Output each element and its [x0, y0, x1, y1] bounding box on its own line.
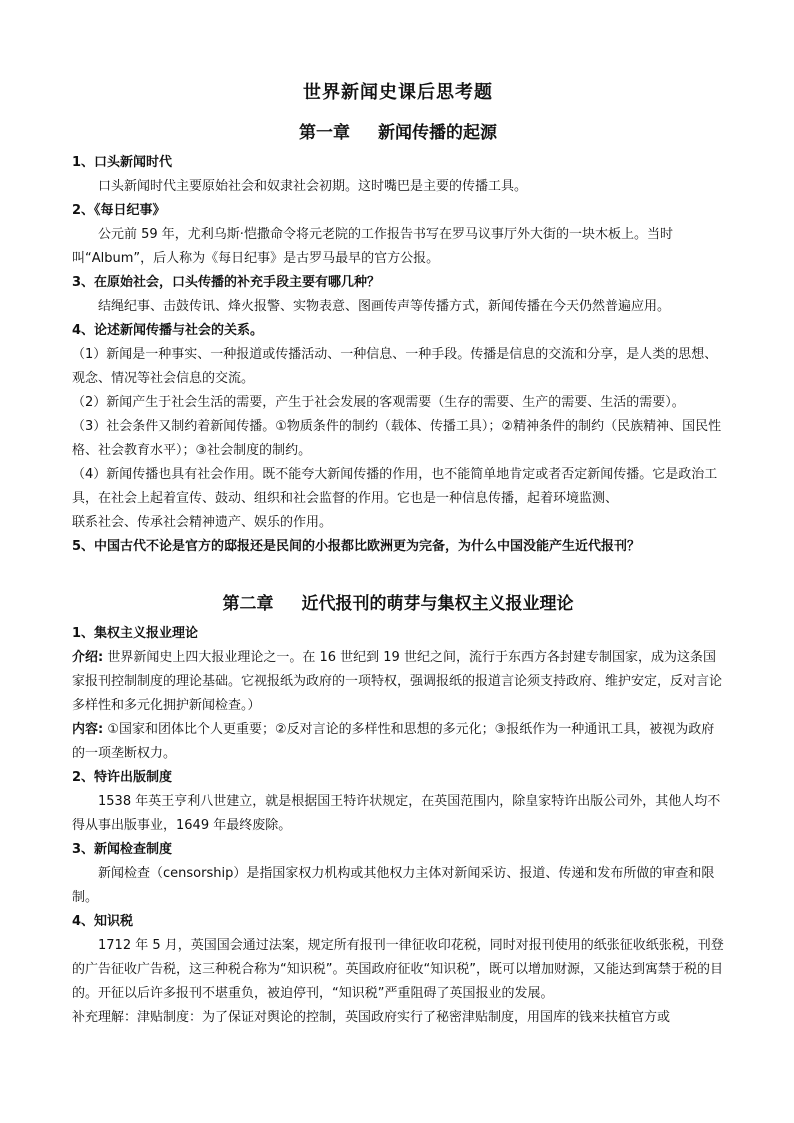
- chapter-2-name: 近代报刊的萌芽与集权主义报业理论: [301, 594, 574, 614]
- ch1-q4-heading: 4、论述新闻传播与社会的关系。: [72, 323, 264, 338]
- ch1-q4-point-1: （1）新闻是一种事实、一种报道或传播活动、一种信息、一种手段。传播是信息的交流和分享，是人类的思想、观念、情况等社会信息的交流。: [72, 347, 718, 386]
- ch1-q4-point-4: （4）新闻传播也具有社会作用。既不能夸大新闻传播的作用，也不能简单地肯定或者否定新闻传播。它是政治工具，在社会上起着宣传、鼓动、组织和社会监督的作用。它也是一种信息传播，起着环境监测、: [72, 467, 718, 506]
- ch2-q2-heading: 2、特许出版制度: [72, 770, 173, 785]
- content-label: 内容:: [72, 722, 104, 737]
- ch1-q1-text: 口头新闻时代主要原始社会和奴隶社会初期。这时嘴巴是主要的传播工具。: [98, 179, 528, 194]
- ch1-q2-text: 公元前 59 年，尤利乌斯·恺撒命令将元老院的工作报告书写在罗马议事厅外大街的一块木板上。当时叫“Album”，后人称为《每日纪事》是古罗马最早的官方公报。: [72, 227, 673, 266]
- ch2-q4-text: 1712 年 5 月，英国国会通过法案，规定所有报刊一律征收印花税，同时对报刊使用的纸张征收纸张税，刊登的广告征收广告税，这三种税合称为“知识税”。英国政府征收“知识税”，既可以增加财源，又能达到寓禁于税的目的。开征以后许多报刊不堪重负，被迫停刊，“知识税”严重阻碍了英国报业的发展。: [72, 938, 724, 1001]
- ch1-q4-point-4-cont: 联系社会、传承社会精神遗产、娱乐的作用。: [72, 515, 333, 530]
- chapter-1-number: 第一章: [299, 123, 350, 143]
- ch2-q1-heading: 1、集权主义报业理论: [72, 626, 199, 641]
- ch1-q5-heading: 5、中国古代不论是官方的邸报还是民间的小报都比欧洲更为完备，为什么中国没能产生近代报刊？: [72, 539, 641, 554]
- chapter-2-number: 第二章: [222, 594, 274, 614]
- ch2-q4-heading: 4、知识税: [72, 914, 134, 929]
- intro-text: 世界新闻史上四大报业理论之一。在 16 世纪到 19 世纪之间，流行于东西方各封建专制国家，成为这条国家报刊控制制度的理论基础。它视报纸为政府的一项特权，强调报纸的报道言论须支持政府、维护安定，反对言论多样性和多元化拥护新闻检查。）: [72, 650, 723, 713]
- chapter-1-name: 新闻传播的起源: [378, 123, 497, 143]
- ch1-q1-heading: 1、口头新闻时代: [72, 155, 173, 170]
- ch2-q1-intro: [72, 646, 724, 718]
- content-text: ①国家和团体比个人更重要；②反对言论的多样性和思想的多元化；③报纸作为一种通讯工具，被视为政府的一项垄断权力。: [72, 722, 715, 761]
- ch1-q4-point-3: （3）社会条件又制约着新闻传播。①物质条件的制约（载体、传播工具）；②精神条件的制约（民族精神、国民性格、社会教育水平）；③社会制度的制约。: [72, 419, 722, 458]
- ch1-q3-heading: 3、在原始社会，口头传播的补充手段主要有哪几种？: [72, 275, 381, 290]
- chapter-1-heading: [72, 118, 724, 143]
- ch2-q2-text: 1538 年英王亨利八世建立，就是根据国王特许状规定，在英国范围内，除皇家特许出版公司外，其他人均不得从事出版事业，1649 年最终废除。: [72, 794, 721, 833]
- intro-label: 介绍:: [72, 650, 104, 665]
- ch2-q3-text: 新闻检查（censorship）是指国家权力机构或其他权力主体对新闻采访、报道、传递和发布所做的审查和限制。: [72, 866, 715, 905]
- ch2-q1-content: [72, 718, 724, 766]
- document-title: 世界新闻史课后思考题: [303, 82, 493, 103]
- ch2-q3-heading: 3、新闻检查制度: [72, 842, 173, 857]
- ch1-q4-point-2: （2）新闻产生于社会生活的需要，产生于社会发展的客观需要（生存的需要、生产的需要、生活的需要）。: [72, 395, 685, 410]
- ch2-q4-supplement: 补充理解：津贴制度：为了保证对舆论的控制，英国政府实行了秘密津贴制度，用国库的钱来扶植官方或: [72, 1010, 671, 1025]
- document-page: [72, 78, 724, 1030]
- chapter-2-heading: [72, 589, 724, 614]
- ch1-q3-text: 结绳纪事、击鼓传讯、烽火报警、实物表意、图画传声等传播方式，新闻传播在今天仍然普遍应用。: [98, 299, 671, 314]
- ch1-q2-heading: 2、《每日纪事》: [72, 203, 166, 218]
